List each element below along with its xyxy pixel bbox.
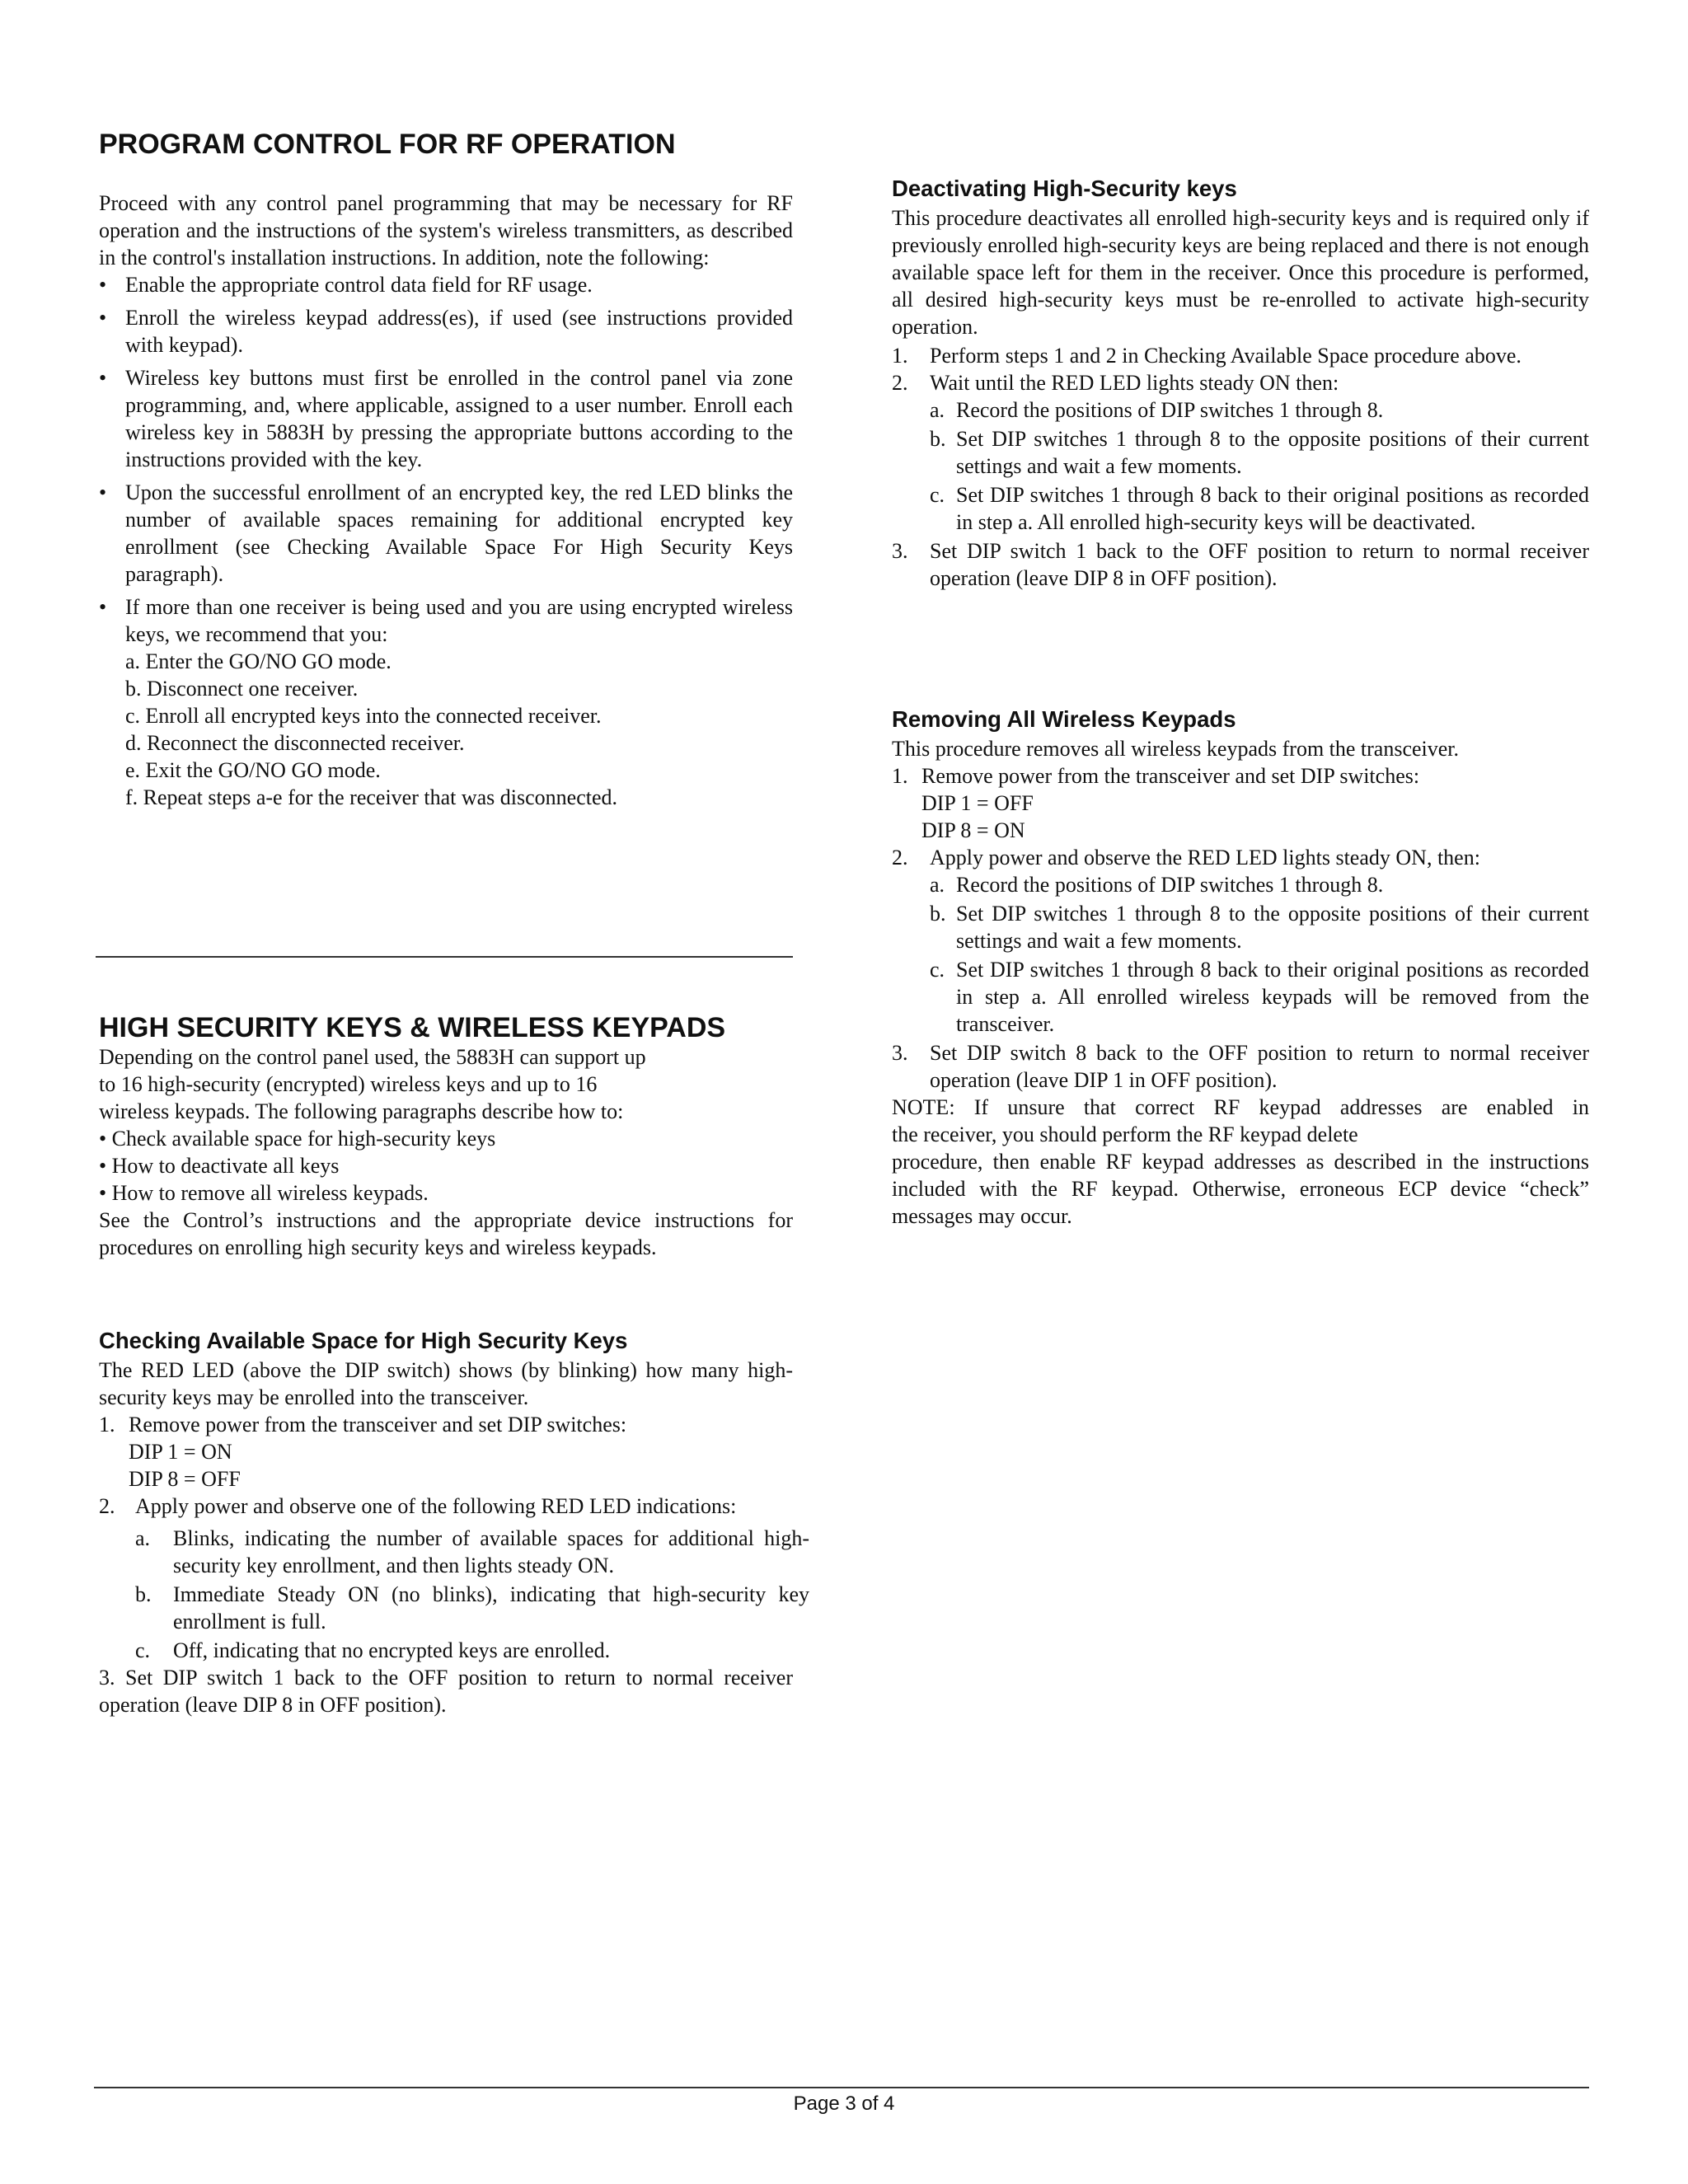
sub-step: b. Immediate Steady ON (no blinks), indicating that high-security key enrollment is full. [135,1582,809,1633]
rf-keypad-note: procedure, then enable RF keypad addresses as described in the instructions included with the RF keypad. Otherwise, erroneous ECP device “check” messages may occur. [892,1150,1589,1228]
removing-step-1: 1. Remove power from the transceiver and set DIP switches: [892,764,1420,788]
high-security-body [99,1043,793,1261]
sub-step: c. Enroll all encrypted keys into the connected receiver. [125,704,602,728]
high-security-item: • Check available space for high-security keys [99,1127,496,1151]
dip-setting: DIP 8 = OFF [129,1467,241,1491]
sub-step: c. Set DIP switches 1 through 8 back to their original positions as recorded in step a. All enrolled high-security keys will be deactivated. [930,483,1589,534]
sub-step: f. Repeat steps a-e for the receiver that was disconnected. [125,785,618,809]
sub-step: e. Exit the GO/NO GO mode. [125,758,381,782]
removing-intro: This procedure removes all wireless keypads from the transceiver. [892,737,1460,761]
sub-step: a. Record the positions of DIP switches 1 through 8. [930,398,1384,422]
bullet-icon [99,479,106,506]
sub-step: a. Blinks, indicating the number of available spaces for additional high-security key enrollment, and then lights steady ON. [135,1526,809,1577]
dip-setting: DIP 1 = OFF [921,791,1034,815]
bullet-item: • If more than one receiver is being used and you are using encrypted wireless keys, we recommend that you: [99,593,793,648]
footer-rule [94,2087,1589,2088]
checking-step-3: 3. Set DIP switch 1 back to the OFF position to return to normal receiver operation (leave DIP 8 in OFF position). [99,1666,793,1717]
sub-step: a. Record the positions of DIP switches 1 through 8. [930,873,1384,897]
bullet-item: • Upon the successful enrollment of an encrypted key, the red LED blinks the number of available spaces remaining for additional encrypted key enrollment (see Checking Available Space For High Security Keys paragraph). [99,479,793,588]
bullet-icon [99,271,106,298]
sub-step: b. Set DIP switches 1 through 8 to the opposite positions of their current settings and wait a few moments. [930,427,1589,478]
removing-keypads-heading: Removing All Wireless Keypads [892,706,1236,732]
sub-step: d. Reconnect the disconnected receiver. [125,731,465,755]
checking-space-intro: The RED LED (above the DIP switch) shows (by blinking) how many high-security keys may be enrolled into the transceiver. [99,1358,793,1409]
program-control-intro: Proceed with any control panel programming that may be necessary for RF operation and the instructions of the system's wireless transmitters, as described in the control's installation instructions. In addition, note the following: [99,191,793,269]
deactivating-intro: This procedure deactivates all enrolled high-security keys and is required only if previously enrolled high-security keys are being replaced and there is not enough available space left for them in the receiver. Once this procedure is performed, all desired high-security keys must be re-enrolled to activate high-security operation. [892,206,1589,339]
checking-space-heading: Checking Available Space for High Security Keys [99,1328,628,1353]
bullet-icon [99,304,106,331]
checking-step-1: 1. Remove power from the transceiver and set DIP switches: [99,1413,627,1436]
sub-step: b. Disconnect one receiver. [125,677,359,701]
bullet-icon [99,364,106,391]
sub-step: c. Set DIP switches 1 through 8 back to their original positions as recorded in step a. All enrolled wireless keypads will be removed from the transceiver. [930,958,1589,1036]
page-number: Page 3 of 4 [793,2093,895,2115]
high-security-intro-line: wireless keypads. The following paragraphs describe how to: [99,1099,624,1123]
dip-setting: DIP 1 = ON [129,1440,232,1464]
deactivating-step-1: 1. Perform steps 1 and 2 in Checking Available Space procedure above. [892,344,1522,368]
bullet-item: • Wireless key buttons must first be enrolled in the control panel via zone programming, and, where applicable, assigned to a user number. Enroll each wireless key in 5883H by pressing the appropriate buttons according to the instructions provided with the key. [99,364,793,473]
removing-step-2-subs [892,871,1589,1038]
high-security-intro-line: Depending on the control panel used, the 5883H can support up [99,1045,646,1069]
rf-keypad-note-line: NOTE: If unsure that correct RF keypad addresses are enabled in [892,1095,1589,1119]
sub-step: b. Set DIP switches 1 through 8 to the opposite positions of their current settings and wait a few moments. [930,902,1589,953]
dip-setting: DIP 8 = ON [921,818,1025,842]
deactivating-body [892,204,1589,592]
bullet-icon [99,593,106,621]
program-control-bullet-list [99,271,793,648]
high-security-note: See the Control’s instructions and the appropriate device instructions for procedures on enrolling high security keys and wireless keypads. [99,1208,793,1259]
sub-step: c. Off, indicating that no encrypted keys are enrolled. [135,1638,611,1662]
program-control-heading: PROGRAM CONTROL FOR RF OPERATION [99,129,676,160]
deactivating-heading: Deactivating High-Security keys [892,176,1237,201]
bullet-item: • Enable the appropriate control data field for RF usage. [99,271,793,298]
section-divider [96,956,793,958]
deactivating-step-2-subs [892,396,1589,536]
high-security-intro-line: to 16 high-security (encrypted) wireless keys and up to 16 [99,1072,598,1096]
deactivating-step-2: 2. Wait until the RED LED lights steady ON then: [892,371,1339,395]
removing-keypads-body [892,735,1589,1230]
checking-step-2-subs [99,1520,809,1664]
removing-step-3: 3. Set DIP switch 8 back to the OFF position to return to normal receiver operation (leave DIP 1 in OFF position). [892,1041,1589,1092]
receiver-sub-steps [99,648,793,811]
removing-step-2: 2. Apply power and observe the RED LED lights steady ON, then: [892,846,1480,869]
high-security-item: • How to deactivate all keys [99,1154,340,1178]
program-control-body [99,190,793,811]
high-security-heading: HIGH SECURITY KEYS & WIRELESS KEYPADS [99,1012,726,1043]
deactivating-step-3: 3. Set DIP switch 1 back to the OFF position to return to normal receiver operation (leave DIP 8 in OFF position). [892,539,1589,590]
checking-step-2: 2. Apply power and observe one of the following RED LED indications: [99,1494,737,1518]
high-security-item: • How to remove all wireless keypads. [99,1181,429,1205]
sub-step: a. Enter the GO/NO GO mode. [125,649,392,673]
checking-space-body [99,1357,809,1718]
bullet-item: • Enroll the wireless keypad address(es), if used (see instructions provided with keypad). [99,304,793,359]
rf-keypad-note-line: the receiver, you should perform the RF keypad delete [892,1122,1358,1146]
